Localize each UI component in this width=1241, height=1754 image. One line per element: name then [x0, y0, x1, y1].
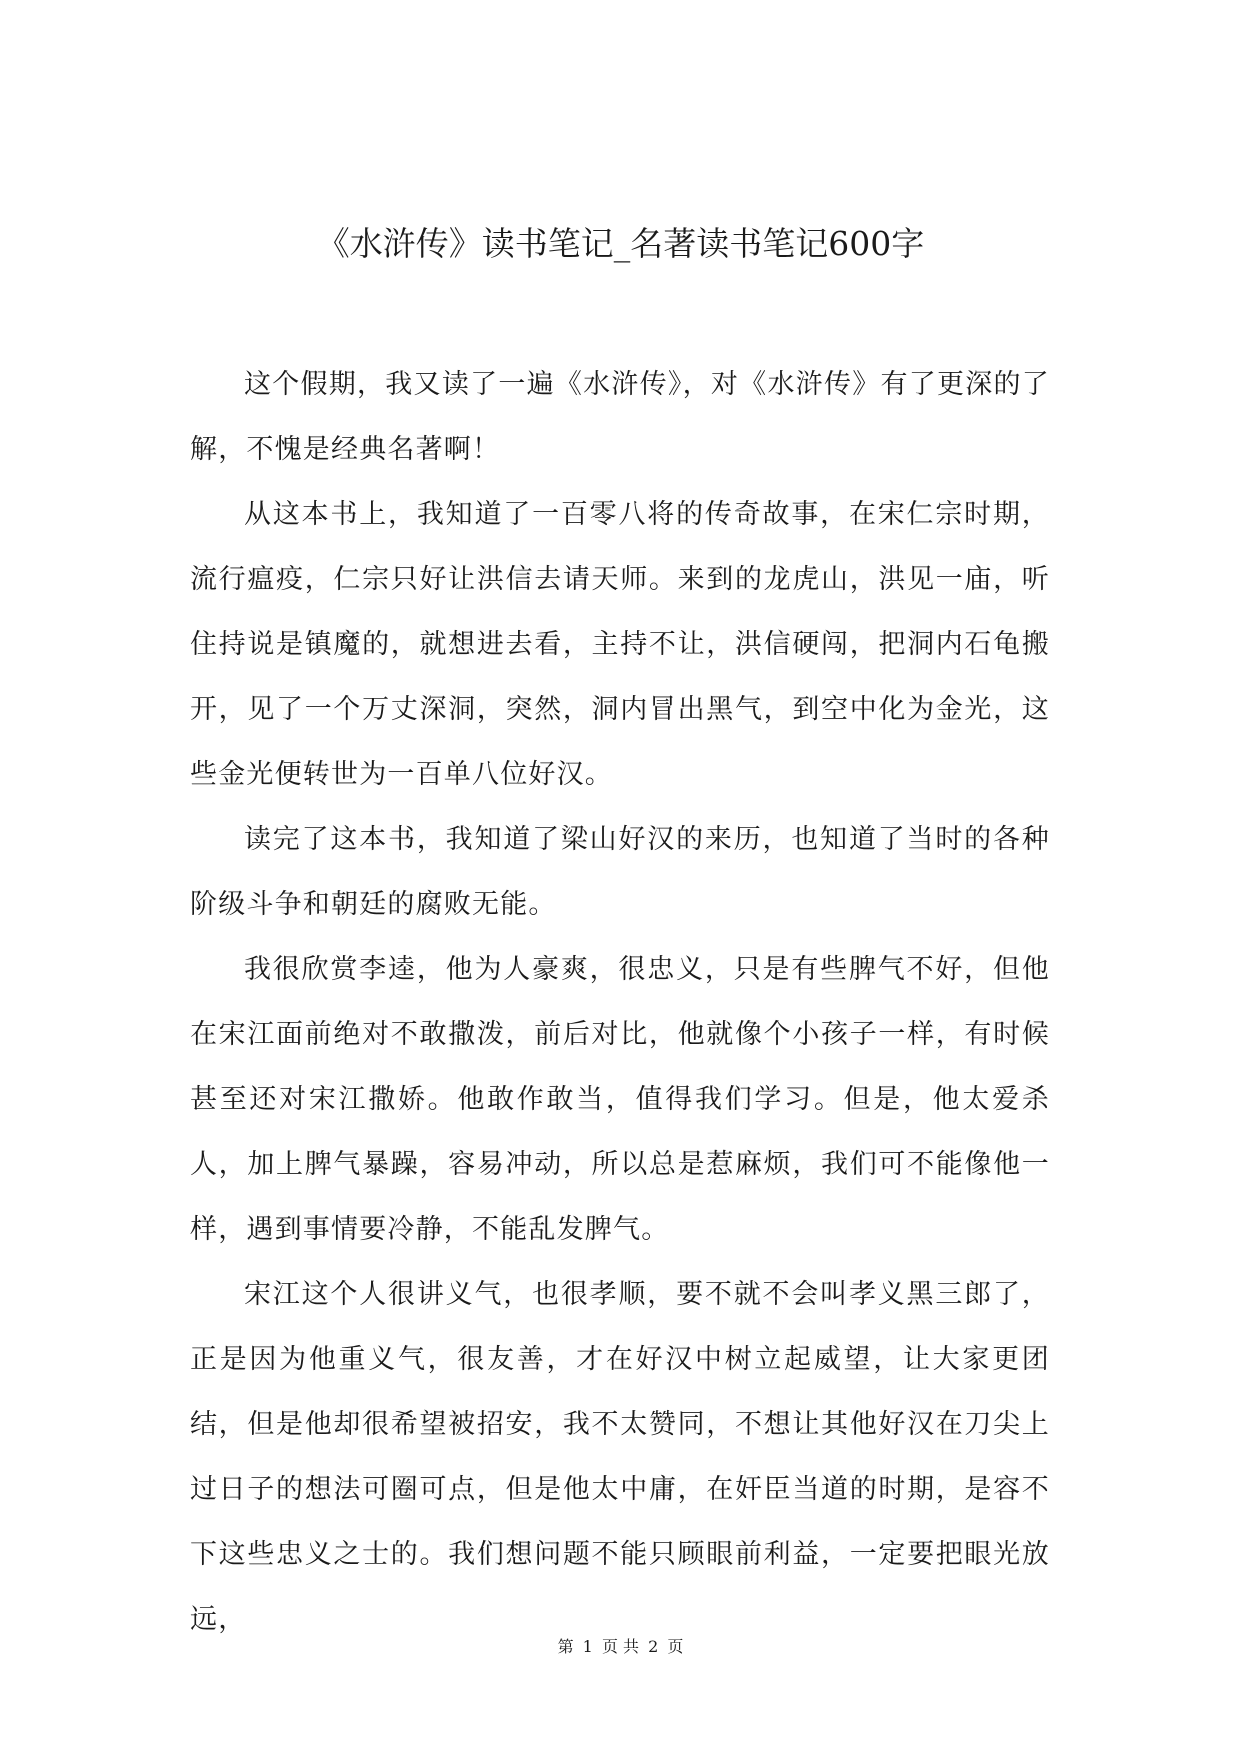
page-title: 《水浒传》读书笔记_名著读书笔记600字 — [316, 224, 925, 263]
paragraph-2: 从这本书上，我知道了一百零八将的传奇故事，在宋仁宗时期，流行瘟疫，仁宗只好让洪信去请天师。来到的龙虎山，洪见一庙，听住持说是镇魔的，就想进去看，主持不让，洪信硬闯，把洞内石龟搬开，见了一个万丈深洞，突然，洞内冒出黑气，到空中化为金光，这些金光便转世为一百单八位好汉。 — [190, 499, 1050, 790]
paragraph-1: 这个假期，我又读了一遍《水浒传》，对《水浒传》有了更深的了解，不愧是经典名著啊！ — [190, 369, 1050, 465]
page-footer — [0, 1636, 1241, 1658]
paragraph-4: 我很欣赏李逵，他为人豪爽，很忠义，只是有些脾气不好，但他在宋江面前绝对不敢撒泼，前后对比，他就像个小孩子一样，有时候甚至还对宋江撒娇。他敢作敢当，值得我们学习。但是，他太爱杀人，加上脾气暴躁，容易冲动，所以总是惹麻烦，我们可不能像他一样，遇到事情要冷静，不能乱发脾气。 — [190, 954, 1050, 1245]
page-label-mid: 页 共 — [601, 1637, 640, 1656]
document-body — [190, 352, 1050, 1652]
page-label-suffix: 页 — [667, 1637, 684, 1656]
total-pages-number: 2 — [648, 1637, 659, 1656]
paragraph-3: 读完了这本书，我知道了梁山好汉的来历，也知道了当时的各种阶级斗争和朝廷的腐败无能。 — [190, 824, 1050, 920]
page-label-prefix: 第 — [557, 1637, 574, 1656]
current-page-number: 1 — [582, 1637, 593, 1656]
paragraph-5: 宋江这个人很讲义气，也很孝顺，要不就不会叫孝义黑三郎了，正是因为他重义气，很友善，才在好汉中树立起威望，让大家更团结，但是他却很希望被招安，我不太赞同，不想让其他好汉在刀尖上过日子的想法可圈可点，但是他太中庸，在奸臣当道的时期，是容不下这些忠义之士的。我们想问题不能只顾眼前利益，一定要把眼光放远， — [190, 1279, 1050, 1635]
